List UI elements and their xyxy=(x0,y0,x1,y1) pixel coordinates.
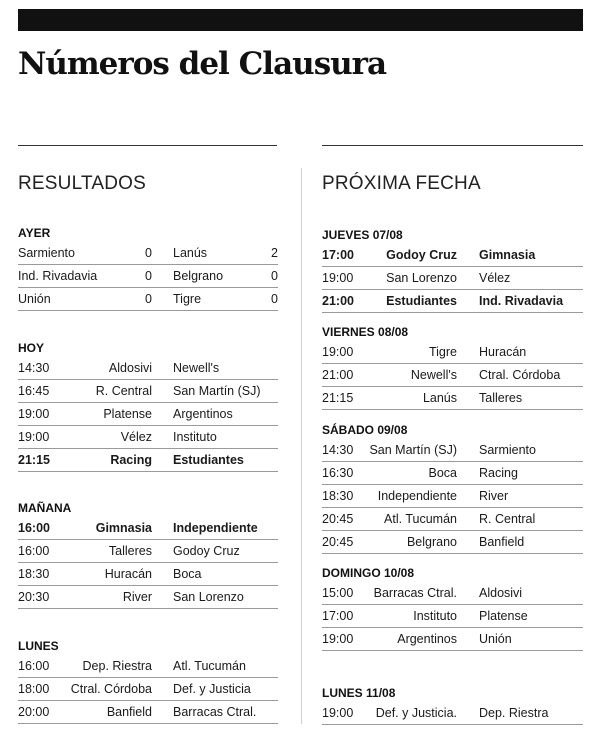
match-time: 14:30 xyxy=(18,361,50,375)
away-team: Independiente xyxy=(173,521,258,535)
match-time: 19:00 xyxy=(18,407,50,421)
home-team: Racing xyxy=(110,453,152,467)
away-team: San Lorenzo xyxy=(173,590,244,604)
match-row xyxy=(322,364,583,387)
match-row xyxy=(18,380,278,403)
header-bar xyxy=(18,9,583,31)
match-row xyxy=(322,439,583,462)
section-label: SÁBADO 09/08 xyxy=(322,423,408,437)
away-team: Racing xyxy=(479,466,518,480)
section-label: DOMINGO 10/08 xyxy=(322,566,415,580)
section-label: HOY xyxy=(18,341,45,355)
home-team: Dep. Riestra xyxy=(82,659,152,673)
away-team: Talleres xyxy=(479,391,523,405)
match-time: 19:00 xyxy=(322,706,354,720)
match-row xyxy=(18,540,278,563)
away-team: Vélez xyxy=(479,271,511,285)
home-team: Ctral. Córdoba xyxy=(70,682,152,696)
match-time: 16:45 xyxy=(18,384,50,398)
match-row xyxy=(18,426,278,449)
match-row xyxy=(18,678,278,701)
away-team: Ind. Rivadavia xyxy=(479,294,564,308)
home-team: San Lorenzo xyxy=(386,271,457,285)
section-label: LUNES xyxy=(18,639,59,653)
next-round-header: PRÓXIMA FECHA xyxy=(322,173,481,194)
match-time: 21:15 xyxy=(18,453,50,467)
away-team: Estudiantes xyxy=(173,453,244,467)
results-header: RESULTADOS xyxy=(18,173,146,194)
match-time: 16:00 xyxy=(18,521,50,535)
home-team: Talleres xyxy=(108,544,152,558)
match-time: 19:00 xyxy=(322,271,354,285)
away-team: San Martín (SJ) xyxy=(173,384,261,398)
match-time: 18:00 xyxy=(18,682,50,696)
section-domingo xyxy=(322,564,583,651)
match-row xyxy=(322,582,583,605)
away-team: River xyxy=(479,489,509,503)
match-time: 18:30 xyxy=(18,567,50,581)
home-team: Estudiantes xyxy=(386,294,457,308)
section-label: JUEVES 07/08 xyxy=(322,228,403,242)
match-row xyxy=(18,586,278,609)
section-label: LUNES 11/08 xyxy=(322,686,396,700)
home-team: Tigre xyxy=(428,345,457,359)
home-team: Sarmiento xyxy=(18,246,75,260)
match-row xyxy=(18,563,278,586)
section-label: VIERNES 08/08 xyxy=(322,325,409,339)
match-row xyxy=(322,341,583,364)
match-row xyxy=(322,485,583,508)
away-team: Dep. Riestra xyxy=(479,706,549,720)
match-time: 17:00 xyxy=(322,609,354,623)
match-time: 18:30 xyxy=(322,489,354,503)
away-team: Platense xyxy=(479,609,528,623)
match-time: 17:00 xyxy=(322,248,354,262)
match-time: 19:00 xyxy=(322,632,354,646)
home-team: R. Central xyxy=(95,384,152,398)
match-time: 20:45 xyxy=(322,535,354,549)
home-team: Godoy Cruz xyxy=(386,248,457,262)
away-team: Sarmiento xyxy=(479,443,536,457)
match-time: 20:00 xyxy=(18,705,50,719)
match-time: 19:00 xyxy=(18,430,50,444)
section-lunes xyxy=(18,637,278,724)
home-team: San Martín (SJ) xyxy=(369,443,457,457)
home-team: Instituto xyxy=(413,609,457,623)
match-row xyxy=(18,655,278,678)
result-row xyxy=(18,265,278,288)
page-title: Números del Clausura xyxy=(18,46,387,82)
away-team: Argentinos xyxy=(173,407,233,421)
home-team: Platense xyxy=(103,407,152,421)
away-team: Aldosivi xyxy=(479,586,523,600)
away-team: Godoy Cruz xyxy=(173,544,240,558)
match-row xyxy=(18,449,278,472)
home-team: Banfield xyxy=(106,705,152,719)
away-score: 0 xyxy=(271,292,278,306)
result-row xyxy=(18,242,278,265)
home-score: 0 xyxy=(145,246,152,260)
match-time: 20:45 xyxy=(322,512,354,526)
section-label: MAÑANA xyxy=(18,501,72,515)
home-team: Huracán xyxy=(104,567,152,581)
home-team: Atl. Tucumán xyxy=(384,512,457,526)
away-team: Newell's xyxy=(173,361,220,375)
match-time: 19:00 xyxy=(322,345,354,359)
section-lunes-11 xyxy=(322,684,583,725)
match-time: 16:00 xyxy=(18,659,50,673)
match-time: 21:00 xyxy=(322,368,354,382)
section-viernes xyxy=(322,323,583,410)
match-time: 15:00 xyxy=(322,586,354,600)
home-team: Belgrano xyxy=(406,535,457,549)
home-score: 0 xyxy=(145,292,152,306)
home-score: 0 xyxy=(145,269,152,283)
away-team: Lanús xyxy=(173,246,208,260)
home-team: Argentinos xyxy=(397,632,457,646)
column-divider xyxy=(301,168,302,724)
away-team: Def. y Justicia xyxy=(173,682,251,696)
home-team: Aldosivi xyxy=(108,361,152,375)
divider-left xyxy=(18,145,277,146)
home-team: Def. y Justicia. xyxy=(375,706,457,720)
section-manana xyxy=(18,499,278,609)
divider-right xyxy=(322,145,583,146)
away-team: Gimnasia xyxy=(479,248,536,262)
home-team: Gimnasia xyxy=(95,521,152,535)
match-time: 21:15 xyxy=(322,391,354,405)
match-row xyxy=(322,508,583,531)
away-team: Huracán xyxy=(479,345,527,359)
away-team: Boca xyxy=(173,567,202,581)
away-team: Tigre xyxy=(173,292,202,306)
match-row xyxy=(322,531,583,554)
home-team: Independiente xyxy=(377,489,457,503)
section-ayer xyxy=(18,224,278,311)
away-team: R. Central xyxy=(479,512,536,526)
away-team: Unión xyxy=(479,632,512,646)
away-team: Ctral. Córdoba xyxy=(479,368,561,382)
match-row xyxy=(18,701,278,724)
match-row xyxy=(322,387,583,410)
match-row xyxy=(322,702,583,725)
away-team: Banfield xyxy=(479,535,525,549)
section-jueves xyxy=(322,226,583,313)
match-row xyxy=(322,244,583,267)
home-team: Unión xyxy=(18,292,51,306)
section-hoy xyxy=(18,339,278,472)
away-team: Belgrano xyxy=(173,269,224,283)
match-row xyxy=(18,517,278,540)
match-row xyxy=(322,605,583,628)
section-sabado xyxy=(322,421,583,554)
home-team: Ind. Rivadavia xyxy=(18,269,98,283)
match-time: 21:00 xyxy=(322,294,354,308)
away-team: Instituto xyxy=(173,430,217,444)
away-team: Atl. Tucumán xyxy=(173,659,246,673)
home-team: Barracas Ctral. xyxy=(373,586,457,600)
match-time: 14:30 xyxy=(322,443,354,457)
result-row xyxy=(18,288,278,311)
match-row xyxy=(322,267,583,290)
match-row xyxy=(322,628,583,651)
match-time: 16:30 xyxy=(322,466,354,480)
match-row xyxy=(322,462,583,485)
away-score: 2 xyxy=(271,246,278,260)
away-score: 0 xyxy=(271,269,278,283)
away-team: Barracas Ctral. xyxy=(173,705,257,719)
home-team: Lanús xyxy=(422,391,457,405)
section-label: AYER xyxy=(18,226,51,240)
home-team: River xyxy=(122,590,152,604)
home-team: Newell's xyxy=(410,368,457,382)
home-team: Vélez xyxy=(120,430,152,444)
match-row xyxy=(322,290,583,313)
match-row xyxy=(18,403,278,426)
match-time: 20:30 xyxy=(18,590,50,604)
home-team: Boca xyxy=(428,466,457,480)
match-row xyxy=(18,357,278,380)
match-time: 16:00 xyxy=(18,544,50,558)
